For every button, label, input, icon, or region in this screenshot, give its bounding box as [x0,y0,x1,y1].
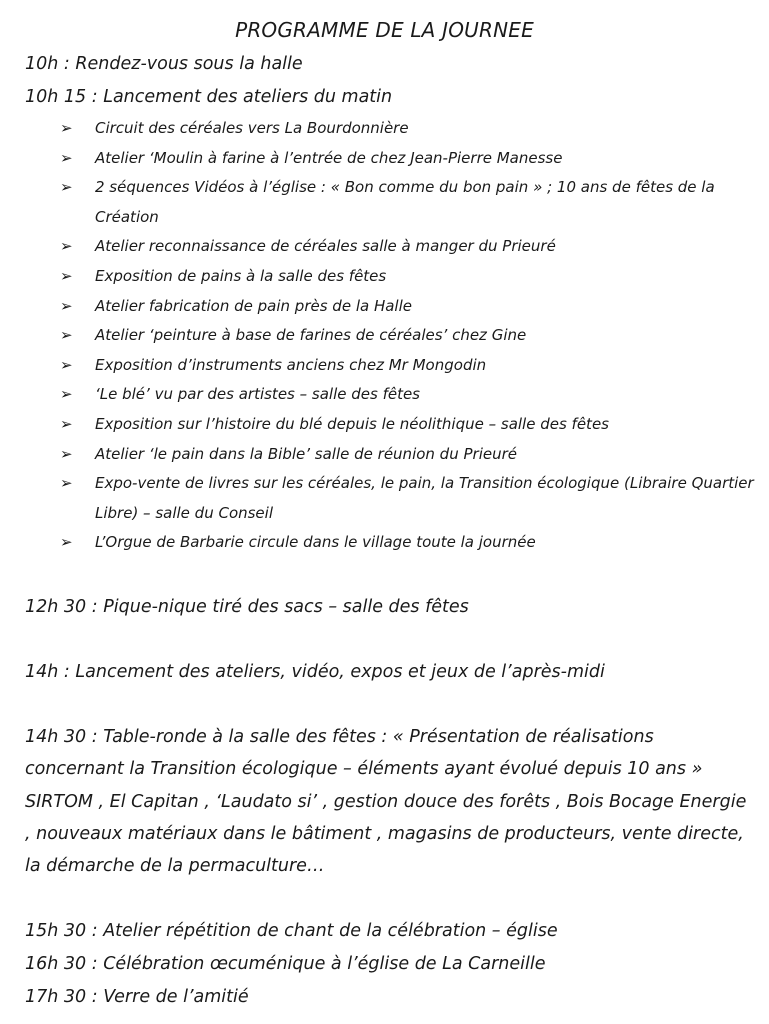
list-item [60,440,760,470]
list-item-text: Atelier reconnaissance de céréales salle à manger du Prieuré [95,237,556,256]
schedule-line-14h: 14h : Lancement des ateliers, vidéo, expos et jeux de l’après-midi [25,662,605,682]
list-item [60,528,760,558]
arrow-bullet-icon: ➢ [60,266,73,285]
list-item-text: Exposition sur l’histoire du blé depuis le néolithique – salle des fêtes [95,414,609,433]
arrow-bullet-icon: ➢ [60,474,73,493]
list-item-text: ‘Le blé’ vu par des artistes – salle des fêtes [95,385,420,404]
list-item [60,173,760,232]
schedule-line-17h30: 17h 30 : Verre de l’amitié [25,987,249,1007]
list-item-text: Atelier ‘le pain dans la Bible’ salle de réunion du Prieuré [95,444,517,463]
list-item [60,380,760,410]
list-item-text: Circuit des céréales vers La Bourdonnière [95,119,409,137]
arrow-bullet-icon: ➢ [60,119,73,137]
list-item-text: Atelier ‘peinture à base de farines de céréales’ chez Gine [95,326,527,345]
list-item-text: 2 séquences Vidéos à l’église : « Bon comme du bon pain » ; 10 ans de fêtes de la Création [95,178,715,226]
schedule-paragraph-14h30: 14h 30 : Table-ronde à la salle des fêtes : « Présentation de réalisations concernant la Transition écologique – éléments ayant évolué depuis 10 ans » SIRTOM , El Capitan , ‘Laudato si’ , gestion douce des forêts , Bois Bocage Energie , nouveaux matériaux dans le bâtiment , magasins de producteurs, vente directe, la démarche de la permaculture… [25,727,747,877]
list-item-text: Atelier ‘Moulin à farine à l’entrée de chez Jean-Pierre Manesse [95,148,563,167]
list-item [60,144,760,174]
list-item-text: L’Orgue de Barbarie circule dans le village toute la journée [95,533,536,552]
schedule-line-12h30: 12h 30 : Pique-nique tiré des sacs – salle des fêtes [25,597,469,617]
list-item-text: Expo-vente de livres sur les céréales, le pain, la Transition écologique (Libraire Quartier Libre) – salle du Conseil [95,474,754,522]
page-title: PROGRAMME DE LA JOURNEE [235,18,534,42]
list-item [60,469,760,528]
schedule-line-16h30: 16h 30 : Célébration œcuménique à l’église de La Carneille [25,954,546,974]
list-item [60,351,760,381]
list-item-text: Exposition d’instruments anciens chez Mr Mongodin [95,355,487,374]
list-item [60,262,760,292]
arrow-bullet-icon: ➢ [60,178,73,197]
arrow-bullet-icon: ➢ [60,326,73,345]
schedule-line-10h: 10h : Rendez-vous sous la halle [25,54,303,74]
list-item-text: Atelier fabrication de pain près de la Halle [95,296,412,315]
morning-activities-list [60,114,760,558]
list-item [60,292,760,322]
arrow-bullet-icon: ➢ [60,296,73,315]
schedule-line-10h15: 10h 15 : Lancement des ateliers du matin [25,87,393,107]
arrow-bullet-icon: ➢ [60,414,73,433]
arrow-bullet-icon: ➢ [60,237,73,256]
arrow-bullet-icon: ➢ [60,148,73,167]
list-item [60,321,760,351]
arrow-bullet-icon: ➢ [60,444,73,463]
list-item [60,410,760,440]
list-item [60,114,760,144]
arrow-bullet-icon: ➢ [60,385,73,404]
arrow-bullet-icon: ➢ [60,355,73,374]
list-item [60,232,760,262]
schedule-line-15h30: 15h 30 : Atelier répétition de chant de la célébration – église [25,921,558,941]
arrow-bullet-icon: ➢ [60,533,73,552]
list-item-text: Exposition de pains à la salle des fêtes [95,266,387,285]
